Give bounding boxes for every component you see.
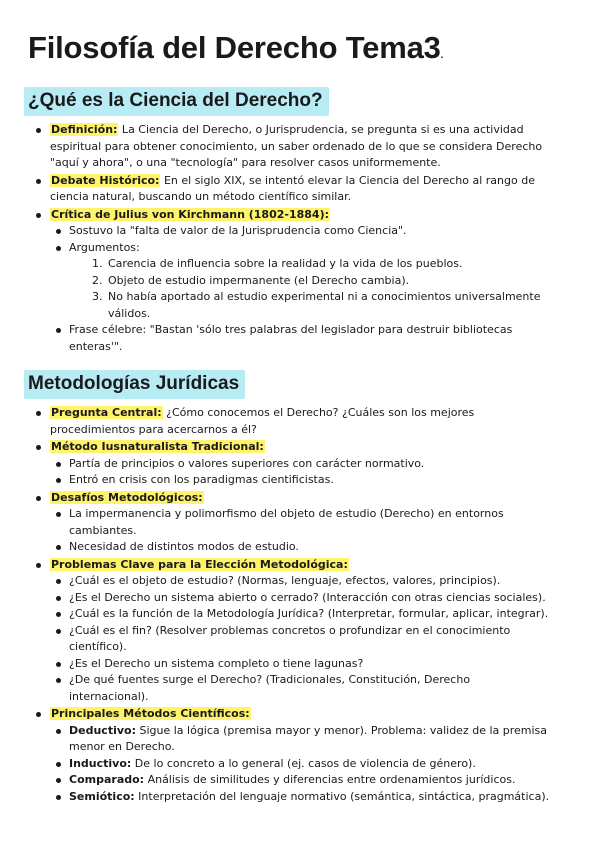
section-heading-metodologias: Metodologías Jurídicas bbox=[24, 370, 245, 399]
list-item-principales bbox=[50, 706, 550, 805]
list-item-critica bbox=[50, 207, 550, 356]
term: Comparado: bbox=[69, 773, 145, 786]
label-debate: Debate Histórico: bbox=[51, 173, 160, 187]
label-critica: Crítica de Julius von Kirchmann (1802-1884): bbox=[51, 207, 329, 221]
term-text: Sigue la lógica (premisa mayor y menor). Problema: validez de la premisa menor en Derecho. bbox=[69, 723, 548, 753]
label-principales: Principales Métodos Científicos: bbox=[51, 707, 250, 720]
argumento-item: 1. Carencia de influencia sobre la realidad y la vida de los pueblos. bbox=[106, 256, 550, 273]
list-item-metodo bbox=[50, 439, 550, 489]
list-item-problemas bbox=[50, 557, 550, 706]
section-ciencia-content bbox=[0, 122, 600, 356]
sub-item: Entró en crisis con los paradigmas cientificistas. bbox=[69, 472, 550, 489]
section-metodologias-content bbox=[0, 405, 600, 806]
sub-item-deductivo bbox=[69, 723, 550, 756]
sub-item: ¿Cuál es el objeto de estudio? (Normas, lenguaje, efectos, valores, principios). bbox=[69, 573, 550, 590]
label-metodo: Método Iusnaturalista Tradicional: bbox=[51, 440, 264, 453]
argumento-item: 3. No había aportado al estudio experimental ni a conocimientos universalmente válidos. bbox=[106, 289, 550, 322]
argumentos-list bbox=[69, 256, 550, 322]
metodo-sublist bbox=[50, 456, 550, 489]
sub-item-semiotico bbox=[69, 789, 550, 806]
principales-sublist bbox=[50, 723, 550, 806]
section-heading-ciencia: ¿Qué es la Ciencia del Derecho? bbox=[24, 87, 329, 116]
page-title bbox=[28, 30, 443, 66]
sub-item: ¿Cuál es la función de la Metodología Jurídica? (Interpretar, formular, aplicar, integrar). bbox=[69, 606, 550, 623]
text-debate: En el siglo XIX, se intentó elevar la Ciencia del Derecho al rango de ciencia natural, buscando un método científico similar. bbox=[50, 173, 535, 203]
problemas-sublist bbox=[50, 573, 550, 705]
text-definicion: La Ciencia del Derecho, o Jurisprudencia, se pregunta si es una actividad espiritual para obtener conocimiento, un saber ordenado de lo que se considera Derecho "aquí y ahora", o una "tecnología" para resolver casos uniformemente. bbox=[50, 123, 543, 169]
term-text: Interpretación del lenguaje normativo (semántica, sintáctica, pragmática). bbox=[134, 789, 550, 803]
text-pregunta: ¿Cómo conocemos el Derecho? ¿Cuáles son los mejores procedimientos para acercarnos a él? bbox=[50, 406, 475, 436]
term-text: Análisis de similitudes y diferencias entre ordenamientos jurídicos. bbox=[144, 773, 516, 786]
desafios-sublist bbox=[50, 506, 550, 556]
sub-item: ¿Es el Derecho un sistema abierto o cerrado? (Interacción con otras ciencias sociales). bbox=[69, 590, 550, 607]
label-pregunta: Pregunta Central: bbox=[51, 406, 162, 419]
sub-item: La impermanencia y polimorfismo del objeto de estudio (Derecho) en entornos cambiantes. bbox=[69, 506, 550, 539]
sub-item: ¿Cuál es el fin? (Resolver problemas concretos o profundizar en el conocimiento científico). bbox=[69, 623, 550, 656]
sub-item: ¿Es el Derecho un sistema completo o tiene lagunas? bbox=[69, 656, 550, 673]
sub-item: Partía de principios o valores superiores con carácter normativo. bbox=[69, 456, 550, 473]
sub-item-sostuvo: Sostuvo la "falta de valor de la Jurisprudencia como Ciencia". bbox=[69, 223, 550, 240]
list-item-desafios bbox=[50, 490, 550, 556]
ciencia-list bbox=[0, 122, 550, 355]
term: Semiótico: bbox=[69, 789, 135, 803]
label-problemas: Problemas Clave para la Elección Metodológica: bbox=[51, 557, 348, 571]
sub-item-comparado bbox=[69, 772, 550, 789]
critica-sublist bbox=[50, 223, 550, 355]
page-title-suffix: . bbox=[440, 50, 444, 61]
label-definicion: Definición: bbox=[51, 123, 118, 136]
list-item-definicion bbox=[50, 122, 550, 172]
sub-item-inductivo bbox=[69, 756, 550, 773]
term-text: De lo concreto a lo general (ej. casos de violencia de género). bbox=[131, 756, 476, 770]
list-item-debate bbox=[50, 173, 550, 206]
argumentos-label: Argumentos: bbox=[69, 240, 140, 254]
sub-item: ¿De qué fuentes surge el Derecho? (Tradicionales, Constitución, Derecho internacional). bbox=[69, 672, 550, 705]
term: Deductivo: bbox=[69, 723, 136, 737]
sub-item-argumentos bbox=[69, 240, 550, 323]
list-item-pregunta bbox=[50, 405, 550, 438]
sub-item-frase: Frase célebre: "Bastan 'sólo tres palabras del legislador para destruir bibliotecas enteras'". bbox=[69, 322, 550, 355]
page-title-text: Filosofía del Derecho Tema3 bbox=[28, 30, 441, 65]
label-desafios: Desafíos Metodológicos: bbox=[51, 490, 203, 504]
metodologias-list bbox=[0, 405, 550, 805]
sub-item: Necesidad de distintos modos de estudio. bbox=[69, 539, 550, 556]
term: Inductivo: bbox=[69, 756, 132, 770]
argumento-item: 2. Objeto de estudio impermanente (el Derecho cambia). bbox=[106, 273, 550, 290]
